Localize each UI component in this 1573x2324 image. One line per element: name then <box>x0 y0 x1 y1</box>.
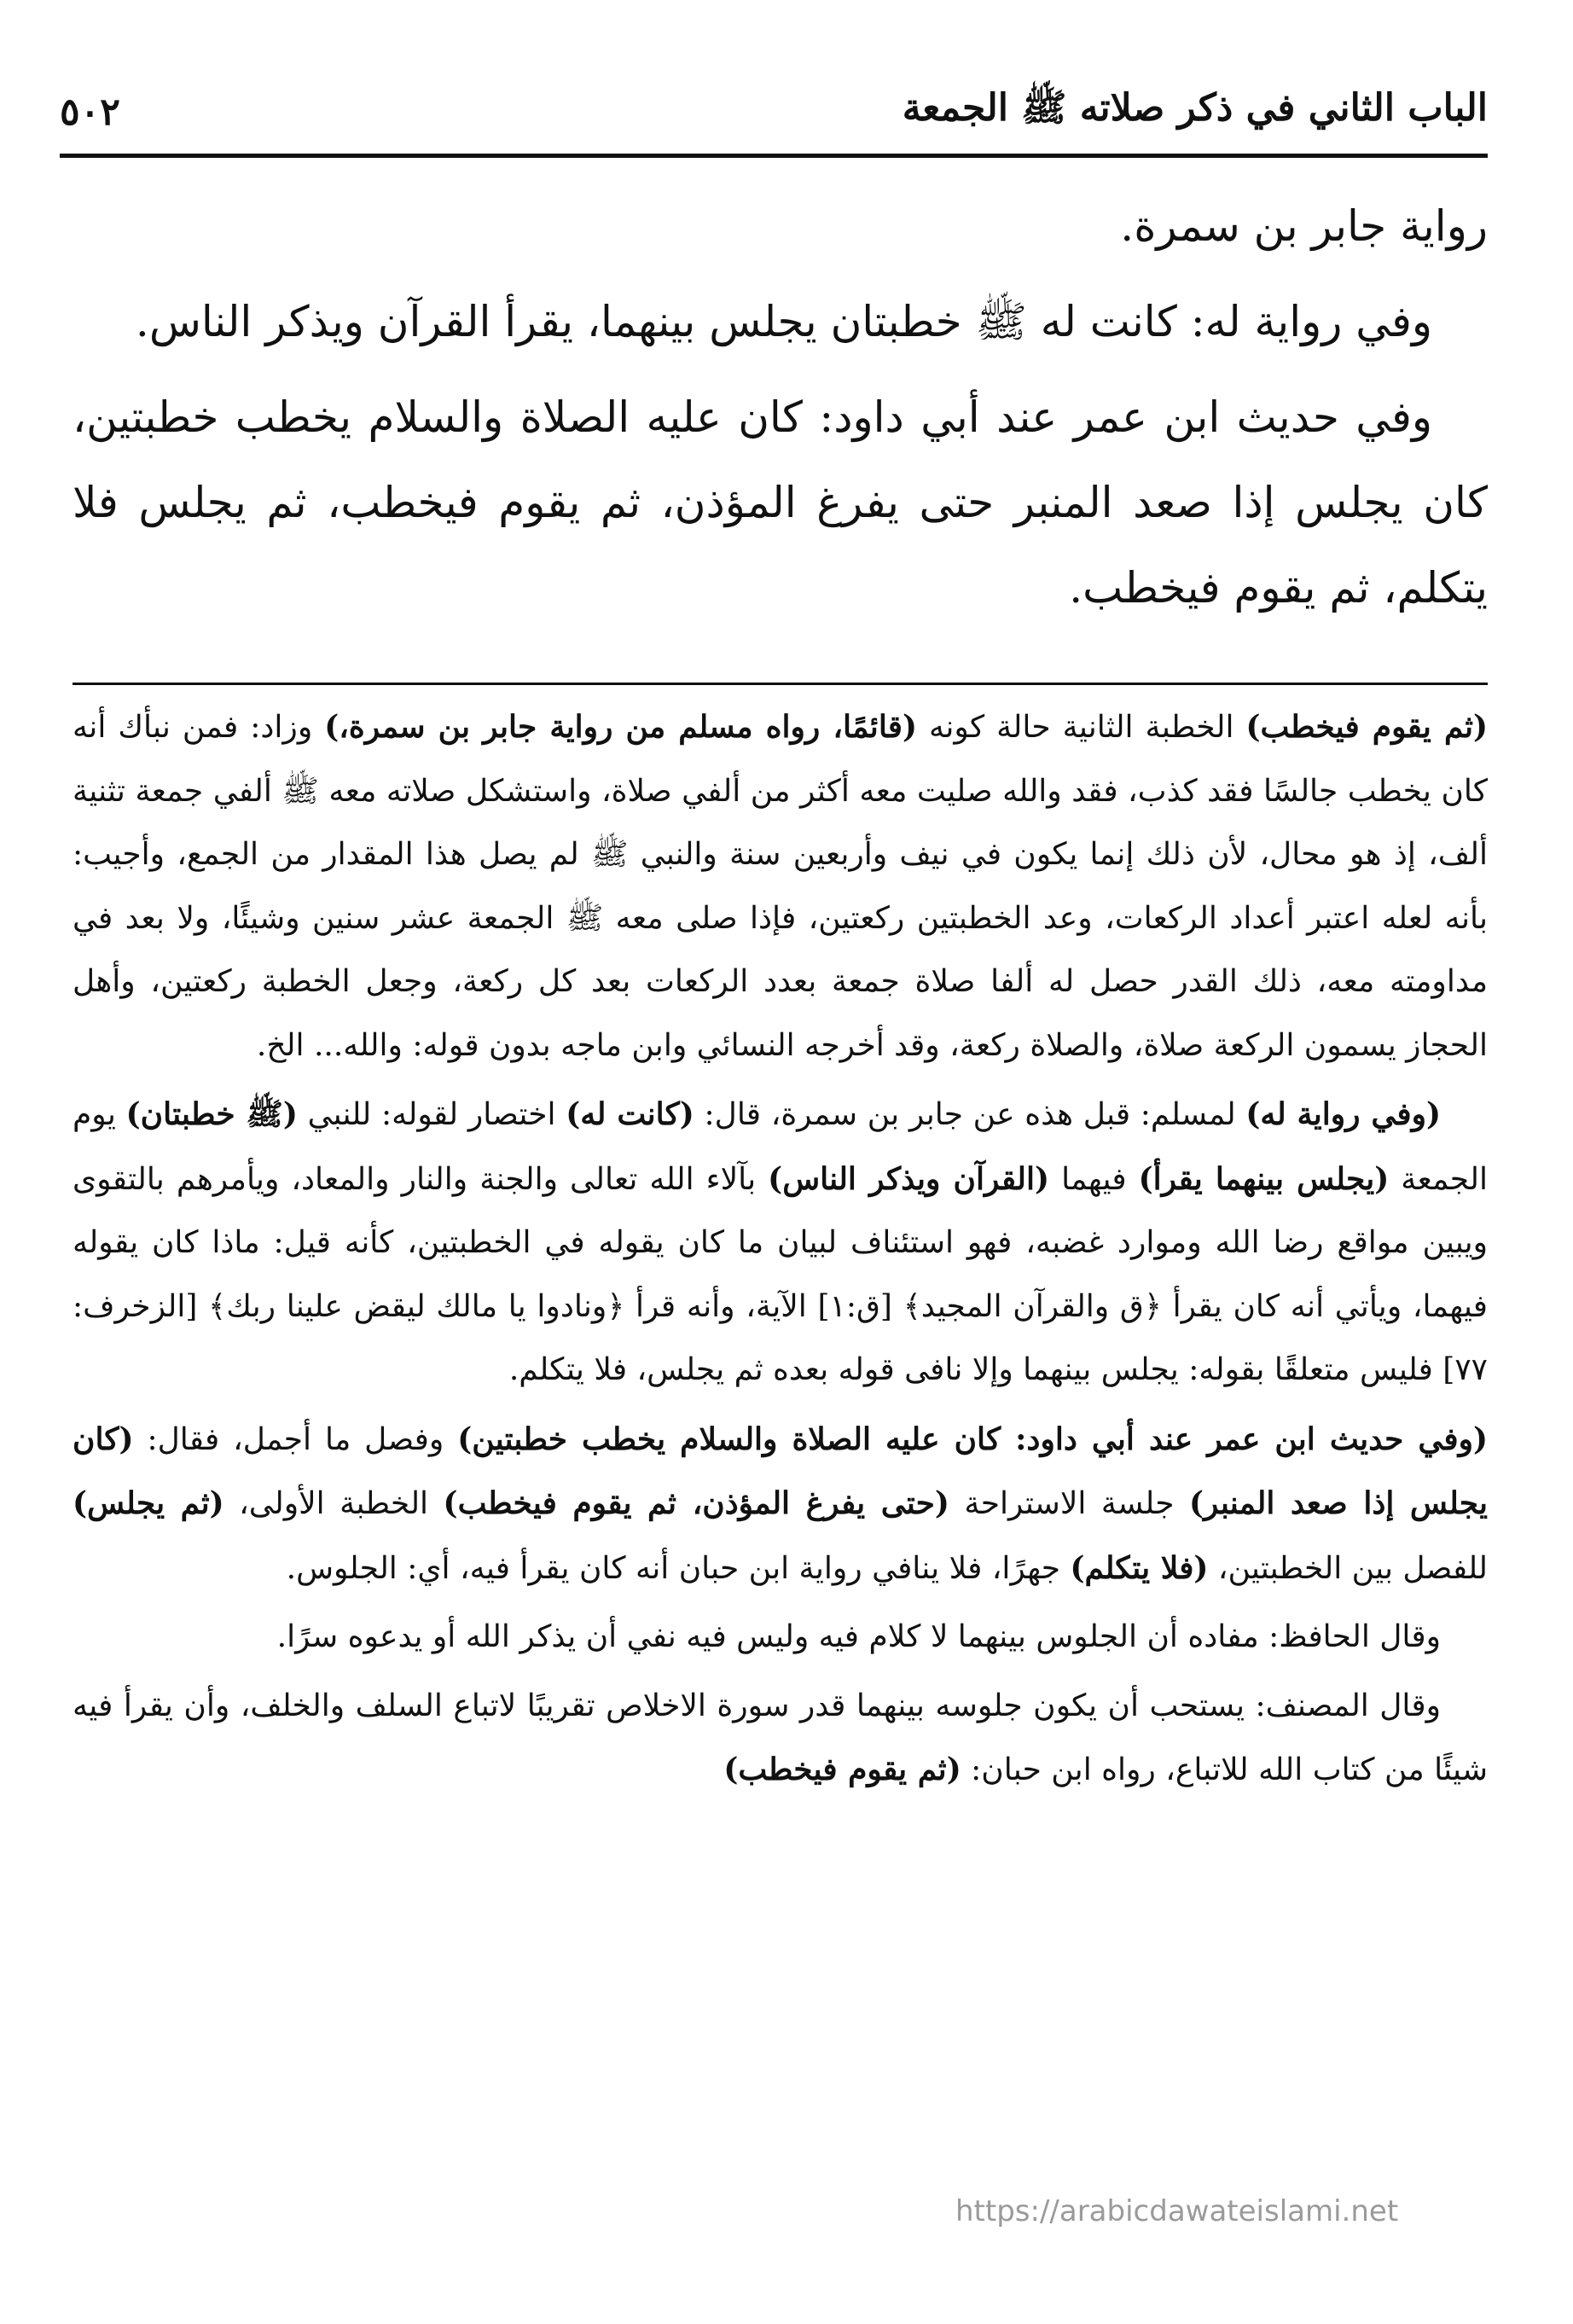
bold-phrase: (ثم يقوم فيخطب) <box>723 1752 961 1787</box>
commentary-paragraph-2 <box>73 1083 1488 1403</box>
text-run: وقال المصنف: يستحب أن يكون جلوسه بينهما قدر سورة الاخلاص تقريبًا لاتباع السلف والخلف، وأن يقرأ فيه شيئًا من كتاب الله للاتباع، رواه ابن حبان: <box>73 1688 1488 1787</box>
main-text <box>73 183 1488 641</box>
running-header <box>60 82 1488 142</box>
text-run: الخطبة الأولى، <box>223 1486 444 1521</box>
commentary-paragraph-4: وقال الحافظ: مفاده أن الجلوس بينهما لا كلام فيه وليس فيه نفي أن يذكر الله أو يدعوه سرًا. <box>276 1619 1441 1654</box>
text-run: لمسلم: قبل هذه عن جابر بن سمرة، قال: <box>694 1097 1246 1132</box>
bold-phrase: (وفي حديث ابن عمر عند أبي داود: كان عليه الصلاة والسلام يخطب خطبتين) <box>457 1421 1489 1457</box>
text-run: وفصل ما أجمل، فقال: <box>133 1421 458 1457</box>
bold-phrase: (قائمًا، رواه مسلم من رواية جابر بن سمرة،) <box>324 709 918 745</box>
page-number: ٥٠٢ <box>60 90 120 134</box>
bold-phrase: (كانت له) <box>566 1096 694 1132</box>
text-run: فيهما <box>1049 1161 1139 1197</box>
text-run: الخطبة الثانية حالة كونه <box>917 710 1246 745</box>
header-rule <box>60 154 1488 158</box>
text-run: وزاد: فمن نبأك أنه كان يخطب جالسًا فقد كذب، فقد والله صليت معه أكثر من ألفي صلاة، واستشكل صلاته معه ﷺ ألفي جمعة تثنية ألف، إذ هو محال، لأن ذلك إنما يكون في نيف وأربعين سنة والنبي ﷺ لم يصل هذا المقدار من الجمع، وأجيب: بأنه لعله اعتبر أعداد الركعات، وعد الخطبتين ركعتين، فإذا صلى معه ﷺ الجمعة عشر سنين وشيئًا، ولا بعد في مداومته معه، ذلك القدر حصل له ألفا صلاة جمعة بعدد الركعات بعد كل ركعة، وجعل الخطبة ركعتين، وأهل الحجاز يسمون الركعة صلاة، والصلاة ركعة، وقد أخرجه النسائي وابن ماجه بدون قوله: والله... الخ. <box>73 710 1488 1063</box>
main-paragraph-2: وفي رواية له: كانت له ﷺ خطبتان يجلس بينهما، يقرأ القرآن ويذكر الناس. <box>135 297 1432 346</box>
bold-phrase: (ثم يجلس) <box>73 1485 224 1521</box>
commentary-paragraph-3 <box>73 1408 1488 1601</box>
bold-phrase: (حتى يفرغ المؤذن، ثم يقوم فيخطب) <box>443 1485 949 1521</box>
commentary <box>73 695 1488 1808</box>
bold-phrase: (فلا يتكلم) <box>1070 1549 1209 1586</box>
text-run: اختصار لقوله: للنبي <box>297 1097 566 1132</box>
main-paragraph-3: وفي حديث ابن عمر عند أبي داود: كان عليه الصلاة والسلام يخطب خطبتين، كان يجلس إذا صعد المنبر حتى يفرغ المؤذن، ثم يقوم فيخطب، ثم يجلس فلا يتكلم، ثم يقوم فيخطب. <box>73 392 1488 613</box>
text-run: جلسة الاستراحة <box>949 1486 1189 1521</box>
footnote-rule <box>73 683 1488 685</box>
text-run: يوم الجمعة <box>73 1097 1488 1197</box>
commentary-paragraph-5 <box>73 1675 1488 1803</box>
bold-phrase: (ثم يقوم فيخطب) <box>1245 709 1488 745</box>
main-paragraph-1: رواية جابر بن سمرة. <box>1120 201 1488 251</box>
watermark-url: https://arabicdawateislami.net <box>955 2194 1399 2228</box>
bold-phrase: (يجلس بينهما يقرأ) <box>1138 1160 1390 1197</box>
text-run: للفصل بين الخطبتين، <box>1208 1550 1488 1586</box>
chapter-title: الباب الثاني في ذكر صلاته ﷺ الجمعة <box>902 86 1488 130</box>
bold-phrase: (وفي رواية له) <box>1245 1096 1441 1132</box>
text-run: جهرًا، فلا ينافي رواية ابن حبان أنه كان يقرأ فيه، أي: الجلوس. <box>286 1550 1071 1586</box>
bold-phrase: (ﷺ خطبتان) <box>125 1096 298 1132</box>
commentary-paragraph-1 <box>73 695 1488 1078</box>
bold-phrase: (كان يجلس إذا صعد المنبر) <box>73 1421 1488 1521</box>
bold-phrase: (القرآن ويذكر الناس) <box>768 1160 1050 1197</box>
text-run: بآلاء الله تعالى والجنة والنار والمعاد، ويأمرهم بالتقوى ويبين مواقع رضا الله وموارد غضبه، فهو استئناف لبيان ما كان يقوله في الخطبتين، كأنه قيل: ماذا كان يقوله فيهما، ويأتي أنه كان يقرأ ﴿ق والقرآن المجيد﴾ [ق:١] الآية، وأنه قرأ ﴿ونادوا يا مالك ليقض علينا ربك﴾ [الزخرف: ٧٧] فليس متعلقًا بقوله: يجلس بينهما وإلا نافى قوله بعده ثم يجلس، فلا يتكلم. <box>73 1161 1488 1387</box>
